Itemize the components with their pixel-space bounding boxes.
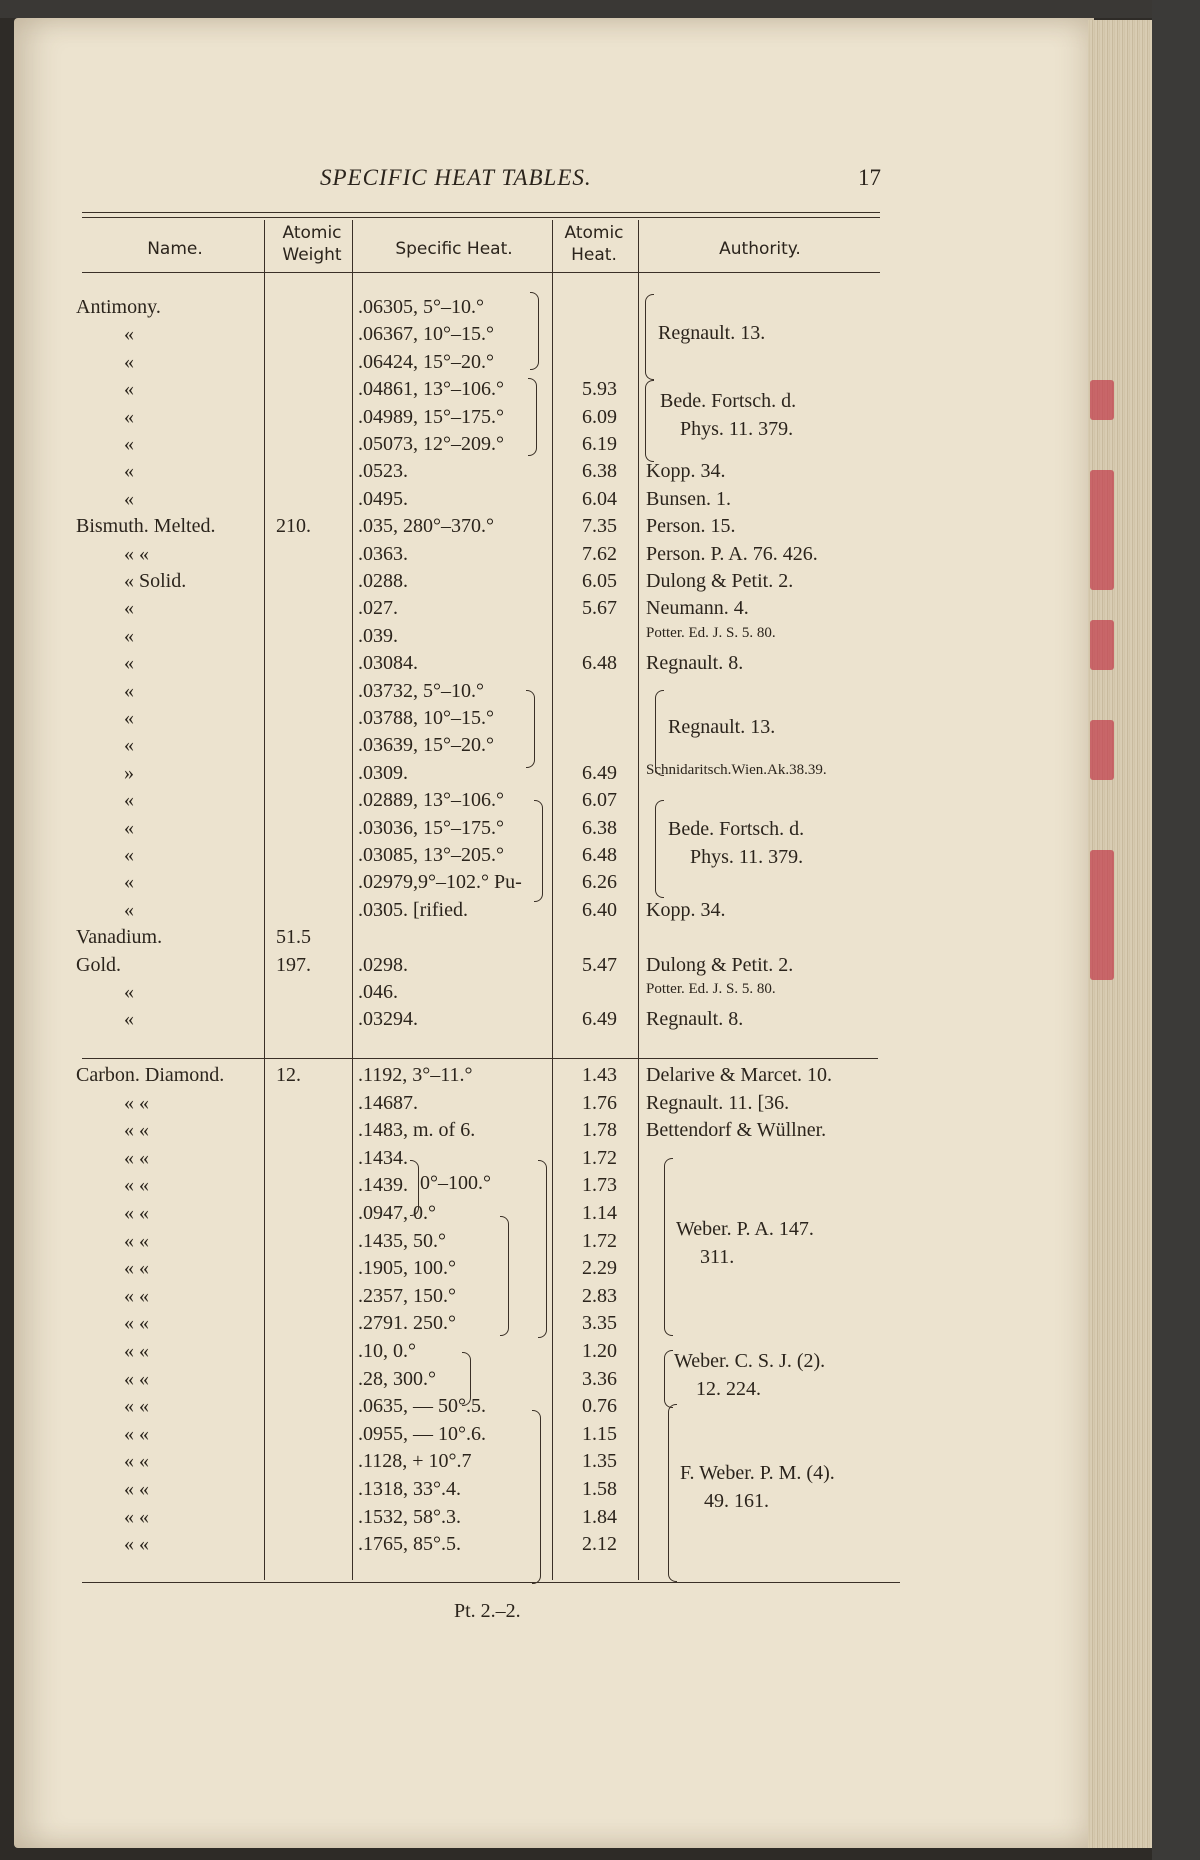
table-cell-atomic-heat: 1.72 (582, 1146, 617, 1169)
table-row (0, 515, 1200, 545)
table-cell-name: Antimony. (76, 296, 161, 318)
table-cell-name: Bismuth. Melted. (76, 515, 216, 538)
table-cell-specific-heat: .1128, + 10°.7 (358, 1450, 472, 1473)
table-cell-atomic-heat: 1.15 (582, 1422, 617, 1445)
table-cell-specific-heat: .02889, 13°–106.° (358, 789, 504, 812)
table-row (0, 406, 1200, 436)
table-row (0, 871, 1200, 901)
table-cell-name: « (124, 844, 134, 866)
table-cell-authority: Dulong & Petit. 2. (646, 570, 794, 592)
table-cell-specific-heat: .04861, 13°–106.° (358, 378, 504, 401)
table-cell-specific-heat: .02979,9°–102.° Pu- (358, 871, 522, 894)
table-cell-name: « « (124, 1202, 149, 1224)
table-cell-name: « (124, 981, 134, 1003)
table-cell-atomic-weight: 210. (276, 515, 311, 538)
range-label: 0°–100.° (420, 1172, 491, 1194)
brace (410, 1160, 419, 1216)
table-row (0, 1395, 1200, 1425)
table-row (0, 1368, 1200, 1398)
table-row (0, 981, 1200, 1011)
table-cell-name: « « (124, 542, 149, 565)
table-cell-atomic-heat: 1.73 (582, 1174, 617, 1197)
table-cell-atomic-heat: 6.49 (582, 761, 617, 784)
table-cell-atomic-heat: 1.76 (582, 1091, 617, 1114)
table-cell-specific-heat: .1532, 58°.3. (358, 1505, 461, 1528)
authority-bede-2: Phys. 11. 379. (680, 418, 794, 440)
table-cell-specific-heat: .1435, 50.° (358, 1229, 446, 1252)
table-row (0, 1285, 1200, 1315)
brace (532, 1410, 541, 1584)
table-cell-name: « (124, 350, 134, 373)
table-cell-name: « (124, 652, 134, 675)
table-cell-name: « (124, 1008, 134, 1031)
table-row (0, 652, 1200, 682)
table-cell-name: Carbon. Diamond. (76, 1064, 225, 1086)
brace (538, 1160, 547, 1338)
table-cell-name: « « (124, 1367, 149, 1390)
table-cell-authority: Delarive & Marcet. 10. (646, 1064, 833, 1086)
table-row (0, 1340, 1200, 1370)
table-cell-atomic-heat: 5.93 (582, 378, 617, 401)
table-cell-specific-heat: .28, 300.° (358, 1367, 436, 1390)
table-cell-authority: Schnidaritsch.Wien.Ak.38.39. (646, 761, 827, 778)
table-cell-name: « (124, 624, 134, 647)
table-cell-specific-heat: .2357, 150.° (358, 1284, 456, 1307)
table-cell-atomic-heat: 2.83 (582, 1284, 617, 1307)
header-authority: Authority. (719, 239, 801, 259)
table-cell-authority: Regnault. 8. (646, 1008, 744, 1031)
table-cell-name: « « (124, 1174, 149, 1197)
table-cell-atomic-heat: 1.20 (582, 1340, 617, 1362)
authority-bede-b-1: Bede. Fortsch. d. (668, 818, 805, 840)
table-cell-atomic-heat: 1.58 (582, 1478, 617, 1500)
table-cell-name: « (124, 871, 134, 894)
table-cell-atomic-weight: 197. (276, 953, 311, 976)
table-cell-atomic-heat: 6.49 (582, 1008, 617, 1031)
table-cell-specific-heat: .03036, 15°–175.° (358, 816, 504, 839)
table-row (0, 1008, 1200, 1038)
table-row (0, 488, 1200, 518)
table-cell-atomic-heat: 6.07 (582, 789, 617, 812)
table-row (0, 1423, 1200, 1453)
table-row (0, 351, 1200, 381)
table-cell-atomic-heat: 5.47 (582, 953, 617, 976)
table-cell-name: « « (124, 1395, 149, 1418)
table-cell-atomic-heat: 2.12 (582, 1533, 617, 1556)
table-cell-name: « (124, 378, 134, 401)
table-cell-specific-heat: .04989, 15°–175.° (358, 405, 504, 428)
table-cell-name: « « (124, 1229, 149, 1252)
authority-bede-1: Bede. Fortsch. d. (660, 390, 797, 412)
table-cell-authority: Person. 15. (646, 515, 736, 538)
table-cell-specific-heat: .0635, — 50°.5. (358, 1395, 486, 1418)
table-cell-atomic-heat: 6.38 (582, 816, 617, 839)
brace (664, 1350, 673, 1408)
table-cell-specific-heat: .06305, 5°–10.° (358, 296, 484, 318)
table-cell-specific-heat: .1192, 3°–11.° (358, 1064, 473, 1086)
running-head: SPECIFIC HEAT TABLES. (320, 165, 592, 190)
page-number: 17 (858, 165, 881, 190)
section-rule (82, 1058, 878, 1059)
table-row (0, 1119, 1200, 1149)
table-row (0, 1450, 1200, 1480)
table-cell-specific-heat: .1439. (358, 1174, 408, 1197)
table-cell-specific-heat: .03788, 10°–15.° (358, 707, 494, 729)
table-cell-authority: Person. P. A. 76. 426. (646, 542, 818, 565)
header-atomic-heat: Atomic Heat. (564, 223, 624, 265)
table-row (0, 1174, 1200, 1204)
table-cell-name: « « (124, 1146, 149, 1169)
brace (462, 1352, 471, 1406)
table-cell-atomic-heat: 1.78 (582, 1119, 617, 1142)
table-cell-atomic-heat: 3.36 (582, 1367, 617, 1390)
table-row (0, 734, 1200, 764)
table-row (0, 844, 1200, 874)
table-row (0, 1506, 1200, 1536)
authority-weber-1: Weber. P. A. 147. (676, 1218, 814, 1240)
table-cell-authority: Bunsen. 1. (646, 487, 731, 510)
top-rule-2 (82, 217, 880, 218)
table-cell-specific-heat: .0947, 0.° (358, 1202, 436, 1224)
table-cell-atomic-heat: 1.84 (582, 1505, 617, 1528)
table-cell-name: « « (124, 1284, 149, 1307)
top-rule (82, 212, 880, 213)
table-cell-name: « « (124, 1119, 149, 1142)
brace (528, 378, 537, 456)
table-cell-name: « (124, 433, 134, 455)
table-row (0, 625, 1200, 655)
brace (534, 800, 543, 902)
table-cell-atomic-heat: 6.40 (582, 898, 617, 921)
table-cell-atomic-heat: 5.67 (582, 597, 617, 620)
table-row (0, 543, 1200, 573)
table-row (0, 323, 1200, 353)
table-row (0, 899, 1200, 929)
table-cell-specific-heat: .1765, 85°.5. (358, 1533, 461, 1556)
table-row (0, 1092, 1200, 1122)
table-cell-name: « (124, 734, 134, 757)
table-cell-authority: Potter. Ed. J. S. 5. 80. (646, 624, 776, 641)
table-row (0, 707, 1200, 737)
table-cell-atomic-weight: 12. (276, 1064, 301, 1086)
table-cell-name: « « (124, 1091, 149, 1114)
table-cell-specific-heat: .035, 280°–370.° (358, 515, 494, 538)
table-row (0, 926, 1200, 956)
table-cell-atomic-heat: 1.43 (582, 1064, 617, 1086)
authority-fweber-2: 49. 161. (704, 1490, 769, 1512)
authority-regnault-13-b: Regnault. 13. (668, 716, 776, 738)
table-cell-atomic-heat: 2.29 (582, 1257, 617, 1280)
brace (655, 690, 664, 776)
table-cell-atomic-heat: 0.76 (582, 1395, 617, 1418)
table-cell-specific-heat: .14687. (358, 1091, 418, 1114)
table-row (0, 296, 1200, 326)
table-cell-authority: Kopp. 34. (646, 898, 726, 921)
authority-fweber-1: F. Weber. P. M. (4). (680, 1462, 835, 1484)
table-row (0, 817, 1200, 847)
table-cell-specific-heat: .1434. (358, 1146, 408, 1169)
table-row (0, 1147, 1200, 1177)
table-cell-atomic-heat: 6.38 (582, 460, 617, 483)
table-row (0, 433, 1200, 463)
table-cell-specific-heat: .039. (358, 624, 398, 647)
table-cell-name: « « (124, 1478, 149, 1500)
table-row (0, 378, 1200, 408)
authority-weber-csj-1: Weber. C. S. J. (2). (674, 1350, 826, 1372)
table-row (0, 762, 1200, 792)
table-row (0, 1312, 1200, 1342)
table-cell-authority: Regnault. 11. [36. (646, 1091, 790, 1114)
table-row (0, 954, 1200, 984)
table-cell-authority: Neumann. 4. (646, 597, 749, 620)
table-row (0, 789, 1200, 819)
brace (530, 292, 539, 370)
bottom-rule (82, 1582, 900, 1583)
book-cover-top (0, 0, 1200, 18)
table-cell-specific-heat: .0955, — 10°.6. (358, 1422, 486, 1445)
table-cell-name: « (124, 597, 134, 620)
table-cell-specific-heat: .0309. (358, 761, 408, 784)
table-cell-specific-heat: .03639, 15°–20.° (358, 734, 494, 757)
table-cell-atomic-heat: 6.48 (582, 844, 617, 866)
table-cell-name: « (124, 323, 134, 346)
table-cell-name: « « (124, 1505, 149, 1528)
table-row (0, 1257, 1200, 1287)
table-cell-specific-heat: .05073, 12°–209.° (358, 433, 504, 455)
table-cell-specific-heat: .03732, 5°–10.° (358, 679, 484, 702)
table-cell-name: « « (124, 1450, 149, 1473)
table-cell-authority: Bettendorf & Wüllner. (646, 1119, 827, 1142)
table-cell-specific-heat: .0288. (358, 570, 408, 592)
table-row (0, 1533, 1200, 1563)
table-row (0, 1230, 1200, 1260)
table-cell-specific-heat: .2791. 250.° (358, 1312, 456, 1335)
authority-bede-b-2: Phys. 11. 379. (690, 846, 804, 868)
table-cell-name: « (124, 898, 134, 921)
table-cell-specific-heat: .1483, m. of 6. (358, 1119, 476, 1142)
table-row (0, 570, 1200, 600)
table-row (0, 1064, 1200, 1094)
table-cell-specific-heat: .06424, 15°–20.° (358, 350, 494, 373)
header-specific-heat: Specific Heat. (395, 239, 513, 259)
table-cell-atomic-heat: 7.35 (582, 515, 617, 538)
table-cell-name: « « (124, 1312, 149, 1335)
brace (668, 1404, 677, 1582)
table-cell-atomic-heat: 6.09 (582, 405, 617, 428)
table-cell-name: « (124, 816, 134, 839)
table-cell-authority: Regnault. 8. (646, 652, 744, 675)
table-cell-name: « (124, 707, 134, 729)
table-cell-name: Vanadium. (76, 926, 163, 949)
table-row (0, 597, 1200, 627)
table-cell-atomic-heat: 6.26 (582, 871, 617, 894)
table-cell-atomic-heat: 1.35 (582, 1450, 617, 1473)
table-cell-atomic-heat: 7.62 (582, 542, 617, 565)
table-cell-atomic-heat: 1.72 (582, 1229, 617, 1252)
brace (655, 800, 664, 898)
table-cell-name: « « (124, 1533, 149, 1556)
table-cell-name: « (124, 789, 134, 812)
table-cell-name: « « (124, 1340, 149, 1362)
header-atomic-weight: Atomic Weight (282, 223, 342, 265)
table-cell-name: « Solid. (124, 570, 187, 592)
table-cell-name: « « (124, 1422, 149, 1445)
table-cell-atomic-weight: 51.5 (276, 926, 311, 949)
table-cell-specific-heat: .1905, 100.° (358, 1257, 456, 1280)
table-cell-specific-heat: .027. (358, 597, 398, 620)
table-cell-atomic-heat: 6.05 (582, 570, 617, 592)
table-cell-specific-heat: .0495. (358, 487, 408, 510)
table-cell-atomic-heat: 1.14 (582, 1202, 617, 1224)
table-cell-authority: Dulong & Petit. 2. (646, 953, 794, 976)
header-rule (82, 272, 880, 273)
table-row (0, 680, 1200, 710)
table-cell-specific-heat: .03084. (358, 652, 418, 675)
table-cell-specific-heat: .10, 0.° (358, 1340, 416, 1362)
brace (664, 1158, 673, 1336)
table-cell-atomic-heat: 3.35 (582, 1312, 617, 1335)
table-cell-specific-heat: .0298. (358, 953, 408, 976)
brace (526, 690, 535, 768)
table-cell-name: Gold. (76, 953, 121, 976)
table-cell-name: « (124, 460, 134, 483)
table-cell-specific-heat: .0305. [rified. (358, 898, 468, 921)
table-cell-atomic-heat: 6.19 (582, 433, 617, 455)
table-cell-specific-heat: .03294. (358, 1008, 418, 1031)
footer-signature: Pt. 2.–2. (454, 1600, 521, 1622)
table-cell-name: « (124, 679, 134, 702)
table-cell-specific-heat: .0363. (358, 542, 408, 565)
brace (645, 380, 654, 462)
table-cell-name: « (124, 405, 134, 428)
authority-weber-2: 311. (700, 1246, 735, 1268)
table-cell-name: « « (124, 1257, 149, 1280)
table-cell-specific-heat: .06367, 10°–15.° (358, 323, 494, 346)
table-cell-specific-heat: .0523. (358, 460, 408, 483)
table-cell-authority: Kopp. 34. (646, 460, 726, 483)
authority-regnault-13: Regnault. 13. (658, 322, 766, 344)
brace (645, 294, 654, 380)
table-cell-specific-heat: .046. (358, 981, 398, 1003)
table-row (0, 460, 1200, 490)
table-cell-atomic-heat: 6.48 (582, 652, 617, 675)
table-row (0, 1202, 1200, 1232)
authority-weber-csj-2: 12. 224. (696, 1378, 761, 1400)
table-row (0, 1478, 1200, 1508)
brace (500, 1216, 509, 1336)
header-name: Name. (147, 239, 203, 259)
table-cell-specific-heat: .1318, 33°.4. (358, 1478, 461, 1500)
table-cell-name: » (124, 761, 134, 784)
table-cell-name: « (124, 487, 134, 510)
table-cell-atomic-heat: 6.04 (582, 487, 617, 510)
table-cell-authority: Potter. Ed. J. S. 5. 80. (646, 981, 776, 997)
table-cell-specific-heat: .03085, 13°–205.° (358, 844, 504, 866)
